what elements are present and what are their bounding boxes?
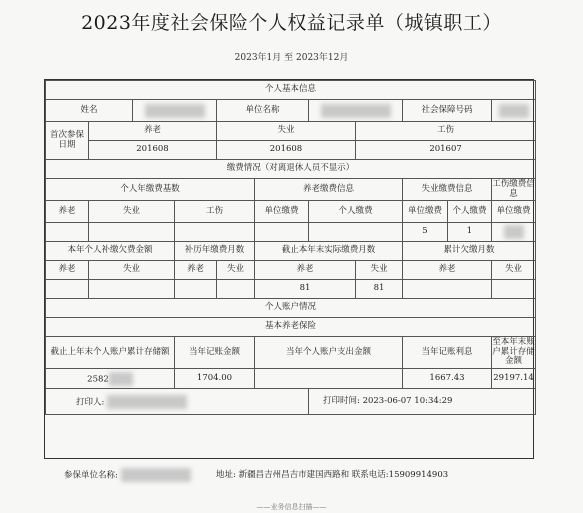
printer-label: 打印人: bbox=[76, 397, 105, 407]
makeup-pension-value bbox=[175, 280, 217, 299]
print-time-value: 2023-06-07 10:34:29 bbox=[362, 395, 453, 406]
record-table bbox=[45, 80, 536, 415]
base-pension-value bbox=[46, 223, 89, 242]
arrear-col-pension: 养老 bbox=[46, 261, 89, 280]
ssn-label: 社会保障号码 bbox=[403, 100, 492, 122]
arrearm-unemp-value bbox=[492, 280, 536, 299]
injury-unit-pay-value bbox=[492, 223, 536, 242]
enroll-pension-label: 养老 bbox=[89, 122, 217, 141]
section-payment: 缴费情况（对离退休人员不显示） bbox=[46, 160, 536, 179]
base-col-injury: 工伤 bbox=[175, 201, 255, 223]
name-value bbox=[133, 100, 217, 122]
phone-label: 联系电话: bbox=[351, 470, 389, 480]
actual-pension-months: 81 bbox=[255, 280, 356, 299]
print-time-cell bbox=[309, 389, 536, 415]
enroll-pension-date: 201608 bbox=[89, 141, 217, 160]
arrearm-col-unemp: 失业 bbox=[492, 261, 536, 280]
prev-balance-value bbox=[46, 369, 175, 389]
pension-unit-pay-value bbox=[255, 223, 309, 242]
phone-value: 15909914903 bbox=[388, 470, 449, 480]
injury-info-label: 工伤缴费信息 bbox=[492, 178, 535, 199]
address-value: 新疆昌吉州昌吉市建国西路和 bbox=[238, 470, 350, 480]
enroll-unemp-date: 201608 bbox=[217, 141, 356, 160]
injury-unit-pay-label: 单位缴费 bbox=[492, 201, 536, 223]
insured-unit bbox=[64, 468, 191, 482]
record-form bbox=[44, 79, 534, 459]
year-interest-value: 1667.43 bbox=[403, 369, 492, 389]
year-interest-label: 当年记账利息 bbox=[403, 337, 492, 369]
prev-balance-label: 截止上年末个人账户累计存储额 bbox=[46, 337, 175, 369]
unit-name-label: 单位名称 bbox=[217, 100, 309, 122]
enroll-injury-date: 201607 bbox=[356, 141, 536, 160]
insured-unit-redacted bbox=[121, 468, 191, 482]
unemp-person-pay-value: 1 bbox=[448, 223, 492, 242]
actual-unemp-months: 81 bbox=[356, 280, 403, 299]
unemp-unit-pay-label: 单位缴费 bbox=[403, 201, 448, 223]
actual-col-unemp: 失业 bbox=[356, 261, 403, 280]
unemp-info-label: 失业缴费信息 bbox=[403, 179, 492, 201]
base-injury-value bbox=[175, 223, 255, 242]
makeup-months-label: 补历年缴费月数 bbox=[175, 242, 255, 261]
prev-balance-text: 2582 bbox=[87, 374, 109, 384]
base-unemp-value bbox=[89, 223, 175, 242]
year-credit-label: 当年记账金额 bbox=[175, 337, 255, 369]
pension-person-pay-value bbox=[309, 223, 403, 242]
year-credit-value: 1704.00 bbox=[175, 369, 255, 389]
insured-unit-label: 参保单位名称: bbox=[64, 470, 118, 481]
period-range: 2023年1月 至 2023年12月 bbox=[234, 53, 349, 63]
unit-name-value bbox=[309, 100, 403, 122]
section-basic-info: 个人基本信息 bbox=[46, 81, 536, 100]
pension-info-label: 养老缴费信息 bbox=[255, 179, 403, 201]
name-label: 姓名 bbox=[46, 100, 133, 122]
arrear-amount-label: 本年个人补缴欠费金额 bbox=[46, 242, 175, 261]
address-label: 地址: bbox=[216, 470, 236, 480]
printer-name-redacted bbox=[107, 395, 187, 409]
unemp-person-pay-label: 个人缴费 bbox=[448, 201, 492, 223]
makeup-col-unemp: 失业 bbox=[217, 261, 255, 280]
enroll-unemp-label: 失业 bbox=[217, 122, 356, 141]
actual-col-pension: 养老 bbox=[255, 261, 356, 280]
section-account: 个人账户情况 bbox=[46, 299, 536, 318]
arrear-pension-value bbox=[46, 280, 89, 299]
arrearm-pension-value bbox=[403, 280, 492, 299]
year-end-balance-value: 29197.14 bbox=[492, 369, 536, 389]
bottom-note: ——业务信息扫描—— bbox=[256, 503, 327, 511]
print-time-label: 打印时间: bbox=[323, 395, 360, 406]
actual-months-label: 截止本年末实际缴费月数 bbox=[255, 242, 403, 261]
section-pension: 基本养老保险 bbox=[46, 318, 536, 337]
arrear-months-label: 累计欠缴月数 bbox=[403, 242, 536, 261]
printer-cell bbox=[46, 389, 309, 415]
arrear-unemp-value bbox=[89, 280, 175, 299]
pension-unit-pay-label: 单位缴费 bbox=[255, 201, 309, 223]
annual-base-label: 个人年缴费基数 bbox=[46, 179, 255, 201]
base-col-pension: 养老 bbox=[46, 201, 89, 223]
base-col-unemp: 失业 bbox=[89, 201, 175, 223]
unemp-unit-pay-value: 5 bbox=[403, 223, 448, 242]
document-title: 2023年度社会保险个人权益记录单（城镇职工） bbox=[81, 12, 502, 34]
year-payout-value bbox=[255, 369, 403, 389]
enroll-injury-label: 工伤 bbox=[356, 122, 536, 141]
arrearm-col-pension: 养老 bbox=[403, 261, 492, 280]
year-payout-label: 当年个人账户支出金额 bbox=[255, 337, 403, 369]
arrear-col-unemp: 失业 bbox=[89, 261, 175, 280]
year-end-balance-label: 至本年末账户累计存储金额 bbox=[492, 337, 536, 369]
makeup-col-pension: 养老 bbox=[175, 261, 217, 280]
ssn-value bbox=[492, 100, 536, 122]
address-line bbox=[216, 468, 448, 480]
first-enroll-label: 首次参保日期 bbox=[46, 122, 89, 160]
makeup-unemp-value bbox=[217, 280, 255, 299]
pension-person-pay-label: 个人缴费 bbox=[309, 201, 403, 223]
